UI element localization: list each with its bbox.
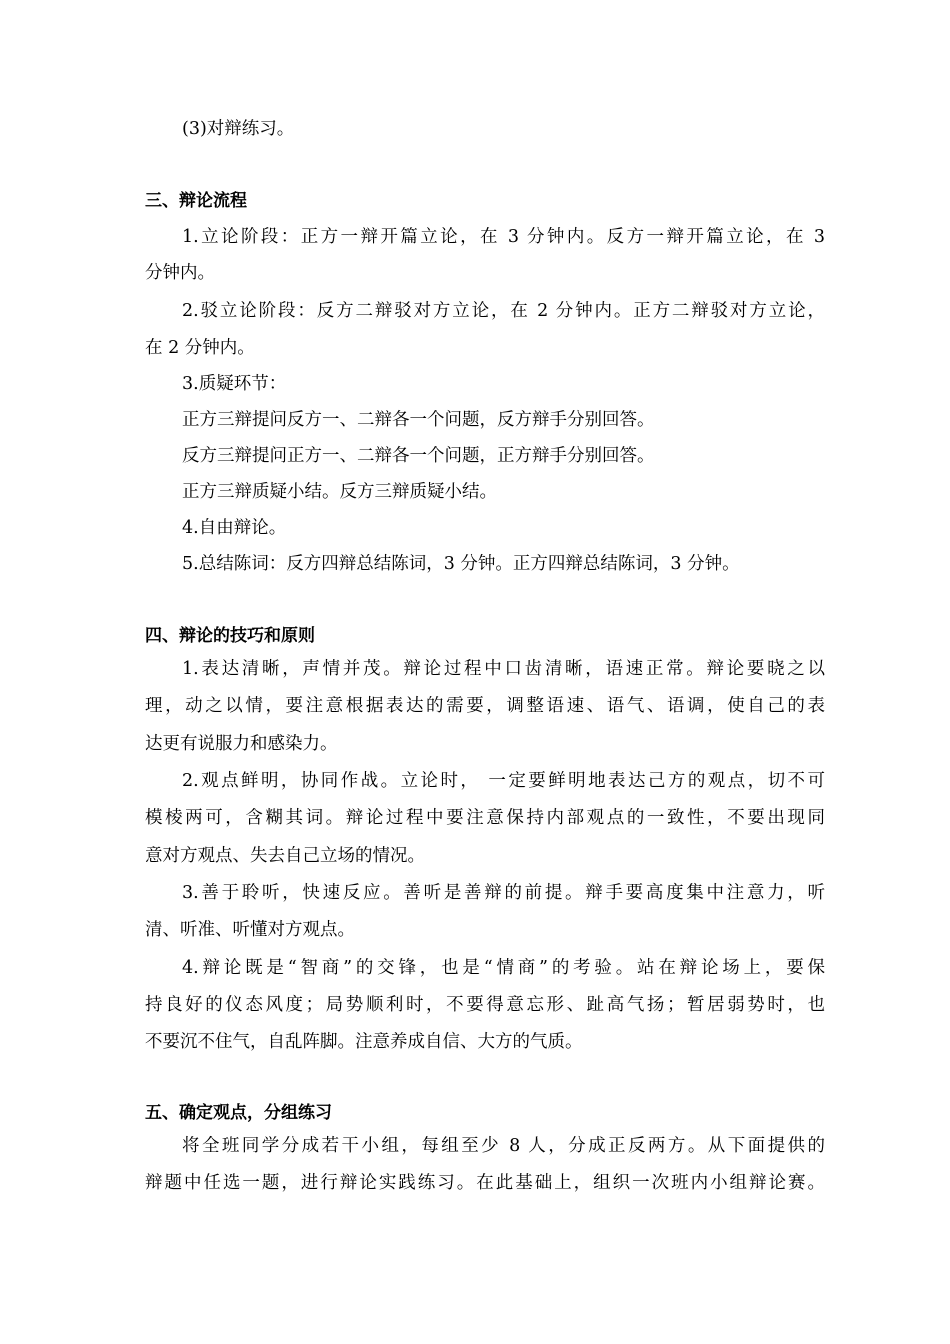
s4-paragraph: 意对方观点、失去自己立场的情况。 xyxy=(145,846,425,866)
section-5-heading: 五、确定观点，分组练习 xyxy=(145,1103,332,1123)
s3-paragraph: 在 2 分钟内。 xyxy=(145,338,255,358)
s3-paragraph: 分钟内。 xyxy=(145,263,215,283)
s4-paragraph: 不要沉不住气，自乱阵脚。注意养成自信、大方的气质。 xyxy=(145,1032,583,1052)
s4-paragraph: 理，动之以情，要注意根据表达的需要，调整语速、语气、语调，使自己的表 xyxy=(145,696,825,716)
s4-paragraph: 达更有说服力和感染力。 xyxy=(145,734,338,754)
section-4-heading: 四、辩论的技巧和原则 xyxy=(145,626,315,646)
s4-paragraph: 2.观点鲜明，协同作战。立论时， 一定要鲜明地表达己方的观点，切不可 xyxy=(182,771,825,791)
s4-paragraph: 模棱两可，含糊其词。辩论过程中要注意保持内部观点的一致性，不要出现同 xyxy=(145,808,825,828)
s3-paragraph: 5.总结陈词：反方四辩总结陈词，3 分钟。正方四辩总结陈词，3 分钟。 xyxy=(182,554,740,574)
s3-paragraph: 4.自由辩论。 xyxy=(182,518,287,538)
s3-paragraph: 反方三辩提问正方一、二辩各一个问题，正方辩手分别回答。 xyxy=(182,446,655,466)
s4-paragraph: 持良好的仪态风度；局势顺利时，不要得意忘形、趾高气扬；暂居弱势时，也 xyxy=(145,995,825,1015)
intro-item: (3)对辩练习。 xyxy=(182,119,295,139)
s5-paragraph: 将全班同学分成若干小组，每组至少 8 人，分成正反两方。从下面提供的 xyxy=(182,1136,825,1156)
s3-paragraph: 正方三辩质疑小结。反方三辩质疑小结。 xyxy=(182,482,497,502)
s4-paragraph: 4.辩论既是“智商”的交锋，也是“情商”的考验。站在辩论场上，要保 xyxy=(182,958,825,978)
s3-paragraph: 1.立论阶段：正方一辩开篇立论，在 3 分钟内。反方一辩开篇立论，在 3 xyxy=(182,227,825,247)
section-3-heading: 三、辩论流程 xyxy=(145,191,247,211)
s4-paragraph: 3.善于聆听，快速反应。善听是善辩的前提。辩手要高度集中注意力，听 xyxy=(182,883,825,903)
s4-paragraph: 1.表达清晰，声情并茂。辩论过程中口齿清晰，语速正常。辩论要晓之以 xyxy=(182,659,825,679)
s4-paragraph: 清、听准、听懂对方观点。 xyxy=(145,920,355,940)
s3-paragraph: 2.驳立论阶段：反方二辩驳对方立论，在 2 分钟内。正方二辩驳对方立论， xyxy=(182,301,825,321)
s3-paragraph: 正方三辩提问反方一、二辩各一个问题，反方辩手分别回答。 xyxy=(182,410,655,430)
s3-paragraph: 3.质疑环节： xyxy=(182,374,287,394)
s5-paragraph: 辩题中任选一题，进行辩论实践练习。在此基础上，组织一次班内小组辩论赛。 xyxy=(145,1173,825,1193)
